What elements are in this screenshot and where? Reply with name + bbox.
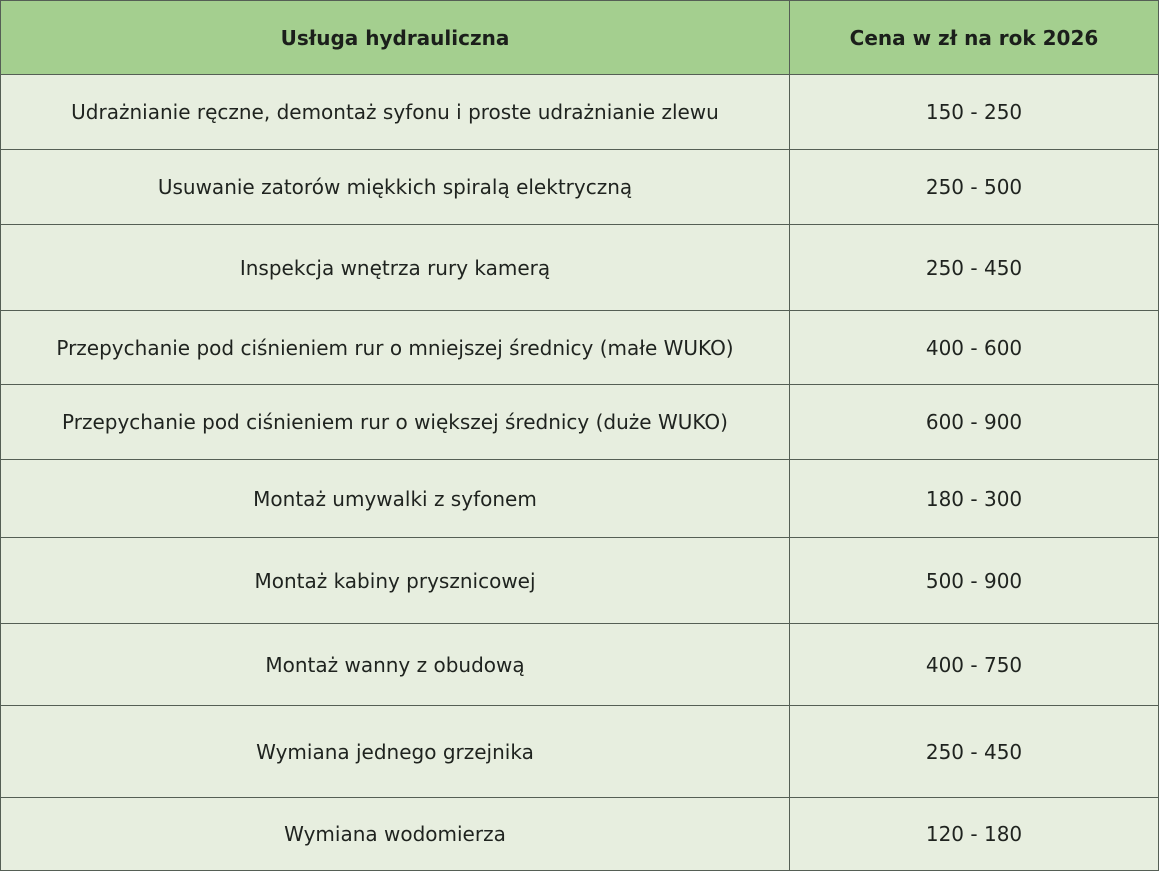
service-cell: Przepychanie pod ciśnieniem rur o mniejszej średnicy (małe WUKO) [1,311,790,385]
price-cell: 250 - 450 [790,225,1159,311]
price-cell: 250 - 500 [790,150,1159,225]
price-cell: 250 - 450 [790,706,1159,798]
table-header-row [1,1,1159,75]
table-row [1,798,1159,871]
column-header-price: Cena w zł na rok 2026 [790,1,1159,75]
table-row [1,311,1159,385]
table-row [1,706,1159,798]
service-cell: Montaż wanny z obudową [1,624,790,706]
service-cell: Montaż umywalki z syfonem [1,460,790,538]
price-cell: 500 - 900 [790,538,1159,624]
table-row [1,150,1159,225]
price-cell: 600 - 900 [790,385,1159,460]
service-cell: Wymiana wodomierza [1,798,790,871]
price-cell: 120 - 180 [790,798,1159,871]
table-row [1,75,1159,150]
table-row [1,624,1159,706]
price-cell: 180 - 300 [790,460,1159,538]
service-cell: Montaż kabiny prysznicowej [1,538,790,624]
column-header-service: Usługa hydrauliczna [1,1,790,75]
price-cell: 400 - 750 [790,624,1159,706]
service-cell: Przepychanie pod ciśnieniem rur o większej średnicy (duże WUKO) [1,385,790,460]
price-cell: 400 - 600 [790,311,1159,385]
service-cell: Usuwanie zatorów miękkich spiralą elektryczną [1,150,790,225]
price-cell: 150 - 250 [790,75,1159,150]
table-row [1,225,1159,311]
table-row [1,460,1159,538]
table-row [1,385,1159,460]
service-cell: Wymiana jednego grzejnika [1,706,790,798]
service-cell: Udrażnianie ręczne, demontaż syfonu i proste udrażnianie zlewu [1,75,790,150]
table-row [1,538,1159,624]
service-cell: Inspekcja wnętrza rury kamerą [1,225,790,311]
